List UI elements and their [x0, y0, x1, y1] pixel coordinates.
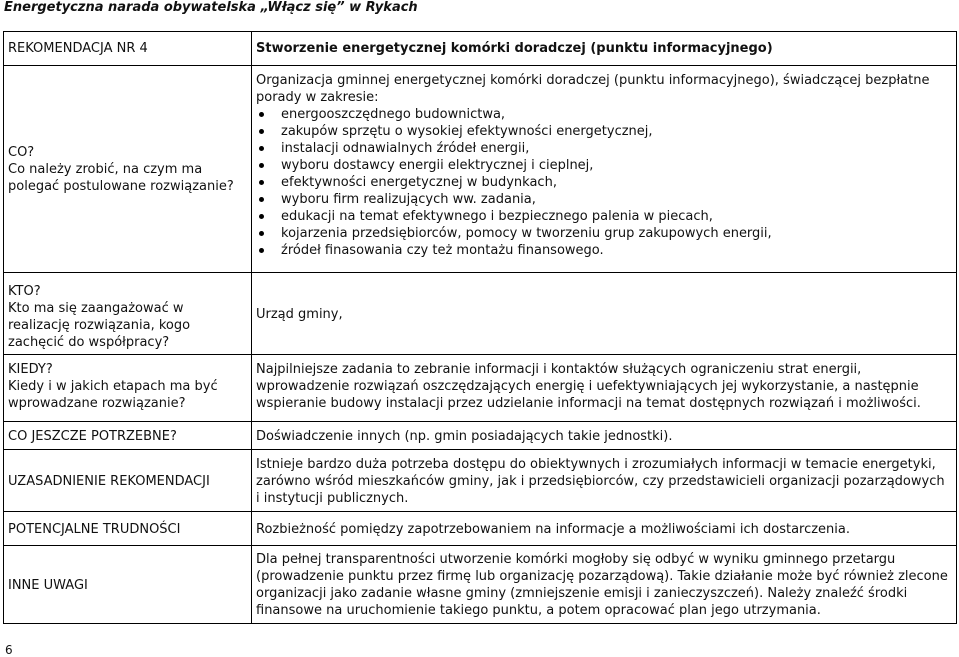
justification-label: UZASADNIENIE REKOMENDACJI	[4, 450, 252, 512]
when-label-cell	[4, 355, 252, 422]
more-value: Doświadczenie innych (np. gmin posiadających takie jednostki).	[252, 422, 957, 450]
row-notes	[4, 546, 957, 624]
what-label: CO?	[8, 145, 35, 160]
list-item: wyboru dostawcy energii elektrycznej i cieplnej,	[256, 157, 952, 174]
row-who	[4, 273, 957, 355]
row-difficulties	[4, 512, 957, 546]
when-value: Najpilniejsze zadania to zebranie informacji i kontaktów służących ograniczeniu strat energii, wprowadzenie rozwiązań oszczędzających energię i uefektywniających jej wykorzystanie, a następnie wspieranie budowy instalacji przez udzielanie informacji na temat dostępnych rozwiązań i możliwości.	[252, 355, 957, 422]
recommendation-table	[3, 31, 957, 624]
list-item: zakupów sprzętu o wysokiej efektywności energetycznej,	[256, 123, 952, 140]
who-label-cell	[4, 273, 252, 355]
row-when	[4, 355, 957, 422]
list-item: edukacji na temat efektywnego i bezpiecznego palenia w piecach,	[256, 208, 952, 225]
notes-value: Dla pełnej transparentności utworzenie komórki mogłoby się odbyć w wyniku gminnego przetargu (prowadzenie punktu przez firmę lub organizację pozarządową). Takie działanie może być również zlecone organizacji jako zadanie własne gminy (zmniejszenie emisji i zanieczyszczeń). Należy znaleźć środki finansowe na uruchomienie takiego punktu, a potem opracować plan jego utrzymania.	[252, 546, 957, 624]
row-what	[4, 66, 957, 273]
difficulties-value: Rozbieżność pomiędzy zapotrzebowaniem na informacje a możliwościami ich dostarczenia.	[252, 512, 957, 546]
row-recommendation	[4, 32, 957, 66]
when-label: KIEDY?	[8, 362, 53, 377]
recommendation-title: Stworzenie energetycznej komórki doradczej (punktu informacyjnego)	[252, 32, 957, 66]
recommendation-label: REKOMENDACJA NR 4	[4, 32, 252, 66]
what-label-cell	[4, 66, 252, 273]
list-item: efektywności energetycznej w budynkach,	[256, 174, 952, 191]
what-intro: Organizacja gminnej energetycznej komórki doradczej (punktu informacyjnego), świadczącej bezpłatne porady w zakresie:	[256, 73, 930, 105]
page-number: 6	[5, 643, 13, 657]
who-label: KTO?	[8, 284, 41, 299]
list-item: instalacji odnawialnych źródeł energii,	[256, 140, 952, 157]
row-justification	[4, 450, 957, 512]
notes-label: INNE UWAGI	[4, 546, 252, 624]
list-item: energooszczędnego budownictwa,	[256, 106, 952, 123]
row-more	[4, 422, 957, 450]
what-question: Co należy zrobić, na czym ma polegać postulowane rozwiązanie?	[8, 162, 234, 194]
list-item: kojarzenia przedsiębiorców, pomocy w tworzeniu grup zakupowych energii,	[256, 225, 952, 242]
difficulties-label: POTENCJALNE TRUDNOŚCI	[4, 512, 252, 546]
when-question: Kiedy i w jakich etapach ma być wprowadzane rozwiązanie?	[8, 379, 218, 411]
more-label: CO JESZCZE POTRZEBNE?	[4, 422, 252, 450]
justification-value: Istnieje bardzo duża potrzeba dostępu do obiektywnych i zrozumiałych informacji w temacie energetyki, zarówno wśród mieszkańców gminy, jak i przedsiębiorców, czy przedstawicieli organizacji pozarządowych i instytucji publicznych.	[252, 450, 957, 512]
what-content	[252, 66, 957, 273]
what-list	[256, 106, 952, 259]
list-item: wyboru firm realizujących ww. zadania,	[256, 191, 952, 208]
list-item: źródeł finasowania czy też montażu finansowego.	[256, 242, 952, 259]
who-question: Kto ma się zaangażować w realizację rozwiązania, kogo zachęcić do współpracy?	[8, 301, 191, 350]
who-value: Urząd gminy,	[252, 273, 957, 355]
document-header: Energetyczna narada obywatelska „Włącz się” w Rykach	[4, 0, 418, 15]
